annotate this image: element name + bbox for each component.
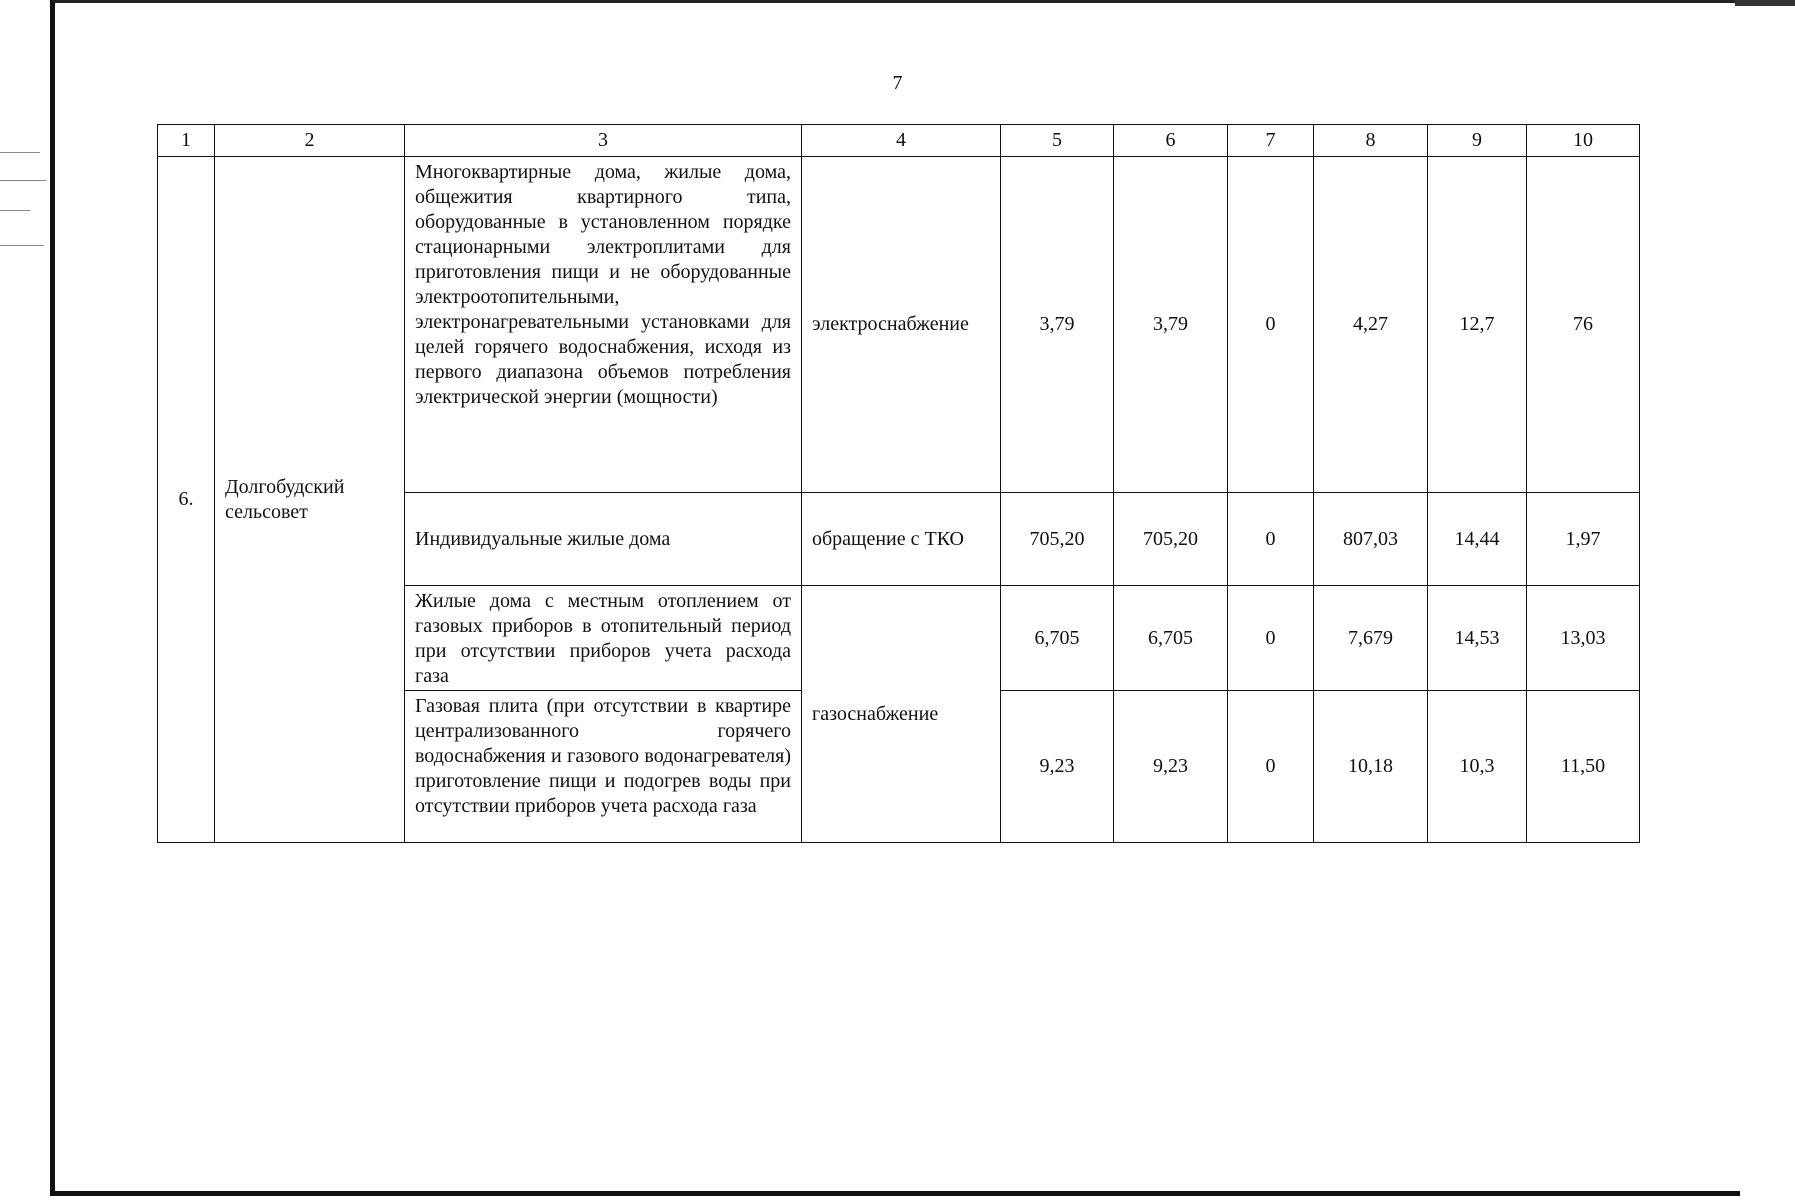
column-header: 10 (1527, 125, 1640, 157)
value-col-6: 705,20 (1114, 493, 1228, 586)
column-header: 3 (405, 125, 802, 157)
value-col-6: 9,23 (1114, 691, 1228, 843)
group-number: 6. (158, 157, 215, 843)
value-col-10: 76 (1527, 157, 1640, 493)
value-col-5: 6,705 (1001, 586, 1114, 691)
value-col-5: 705,20 (1001, 493, 1114, 586)
value-col-9: 10,3 (1428, 691, 1527, 843)
column-header: 8 (1314, 125, 1428, 157)
value-col-9: 14,44 (1428, 493, 1527, 586)
consumer-category: Газовая плита (при отсутствии в квартире централизованного горячего водоснабжения и газового водонагревателя) приготовление пищи и подогрев воды при отсутствии приборов учета расхода газа (405, 691, 802, 843)
column-number-header-row (158, 125, 1640, 157)
column-header: 1 (158, 125, 215, 157)
scan-edge (1735, 0, 1795, 6)
value-col-8: 10,18 (1314, 691, 1428, 843)
group-name: Долгобудский сельсовет (215, 157, 405, 843)
value-col-7: 0 (1228, 157, 1314, 493)
margin-marks (0, 150, 48, 270)
value-col-6: 6,705 (1114, 586, 1228, 691)
value-col-8: 7,679 (1314, 586, 1428, 691)
service-type: обращение с ТКО (802, 493, 1001, 586)
value-col-10: 13,03 (1527, 586, 1640, 691)
value-col-5: 9,23 (1001, 691, 1114, 843)
service-type: электроснабжение (802, 157, 1001, 493)
column-header: 7 (1228, 125, 1314, 157)
value-col-7: 0 (1228, 691, 1314, 843)
consumer-category: Жилые дома с местным отоплением от газовых приборов в отопительный период при отсутствии приборов учета расхода газа (405, 586, 802, 691)
tariff-table (157, 124, 1640, 843)
value-col-10: 1,97 (1527, 493, 1640, 586)
value-col-9: 12,7 (1428, 157, 1527, 493)
value-col-7: 0 (1228, 586, 1314, 691)
value-col-8: 4,27 (1314, 157, 1428, 493)
table-row (158, 157, 1640, 493)
value-col-5: 3,79 (1001, 157, 1114, 493)
value-col-9: 14,53 (1428, 586, 1527, 691)
column-header: 9 (1428, 125, 1527, 157)
page-number: 7 (892, 72, 903, 94)
column-header: 6 (1114, 125, 1228, 157)
value-col-6: 3,79 (1114, 157, 1228, 493)
value-col-10: 11,50 (1527, 691, 1640, 843)
column-header: 5 (1001, 125, 1114, 157)
column-header: 4 (802, 125, 1001, 157)
consumer-category: Индивидуальные жилые дома (405, 493, 802, 586)
value-col-7: 0 (1228, 493, 1314, 586)
consumer-category: Многоквартирные дома, жилые дома, общежития квартирного типа, оборудованные в установленном порядке стационарными электроплитами для приготовления пищи и не оборудованные электроотопительными, электронагревательными установками для целей горячего водоснабжения, исходя из первого диапазона объемов потребления электрической энергии (мощности) (405, 157, 802, 493)
value-col-8: 807,03 (1314, 493, 1428, 586)
column-header: 2 (215, 125, 405, 157)
service-type: газоснабжение (802, 586, 1001, 843)
